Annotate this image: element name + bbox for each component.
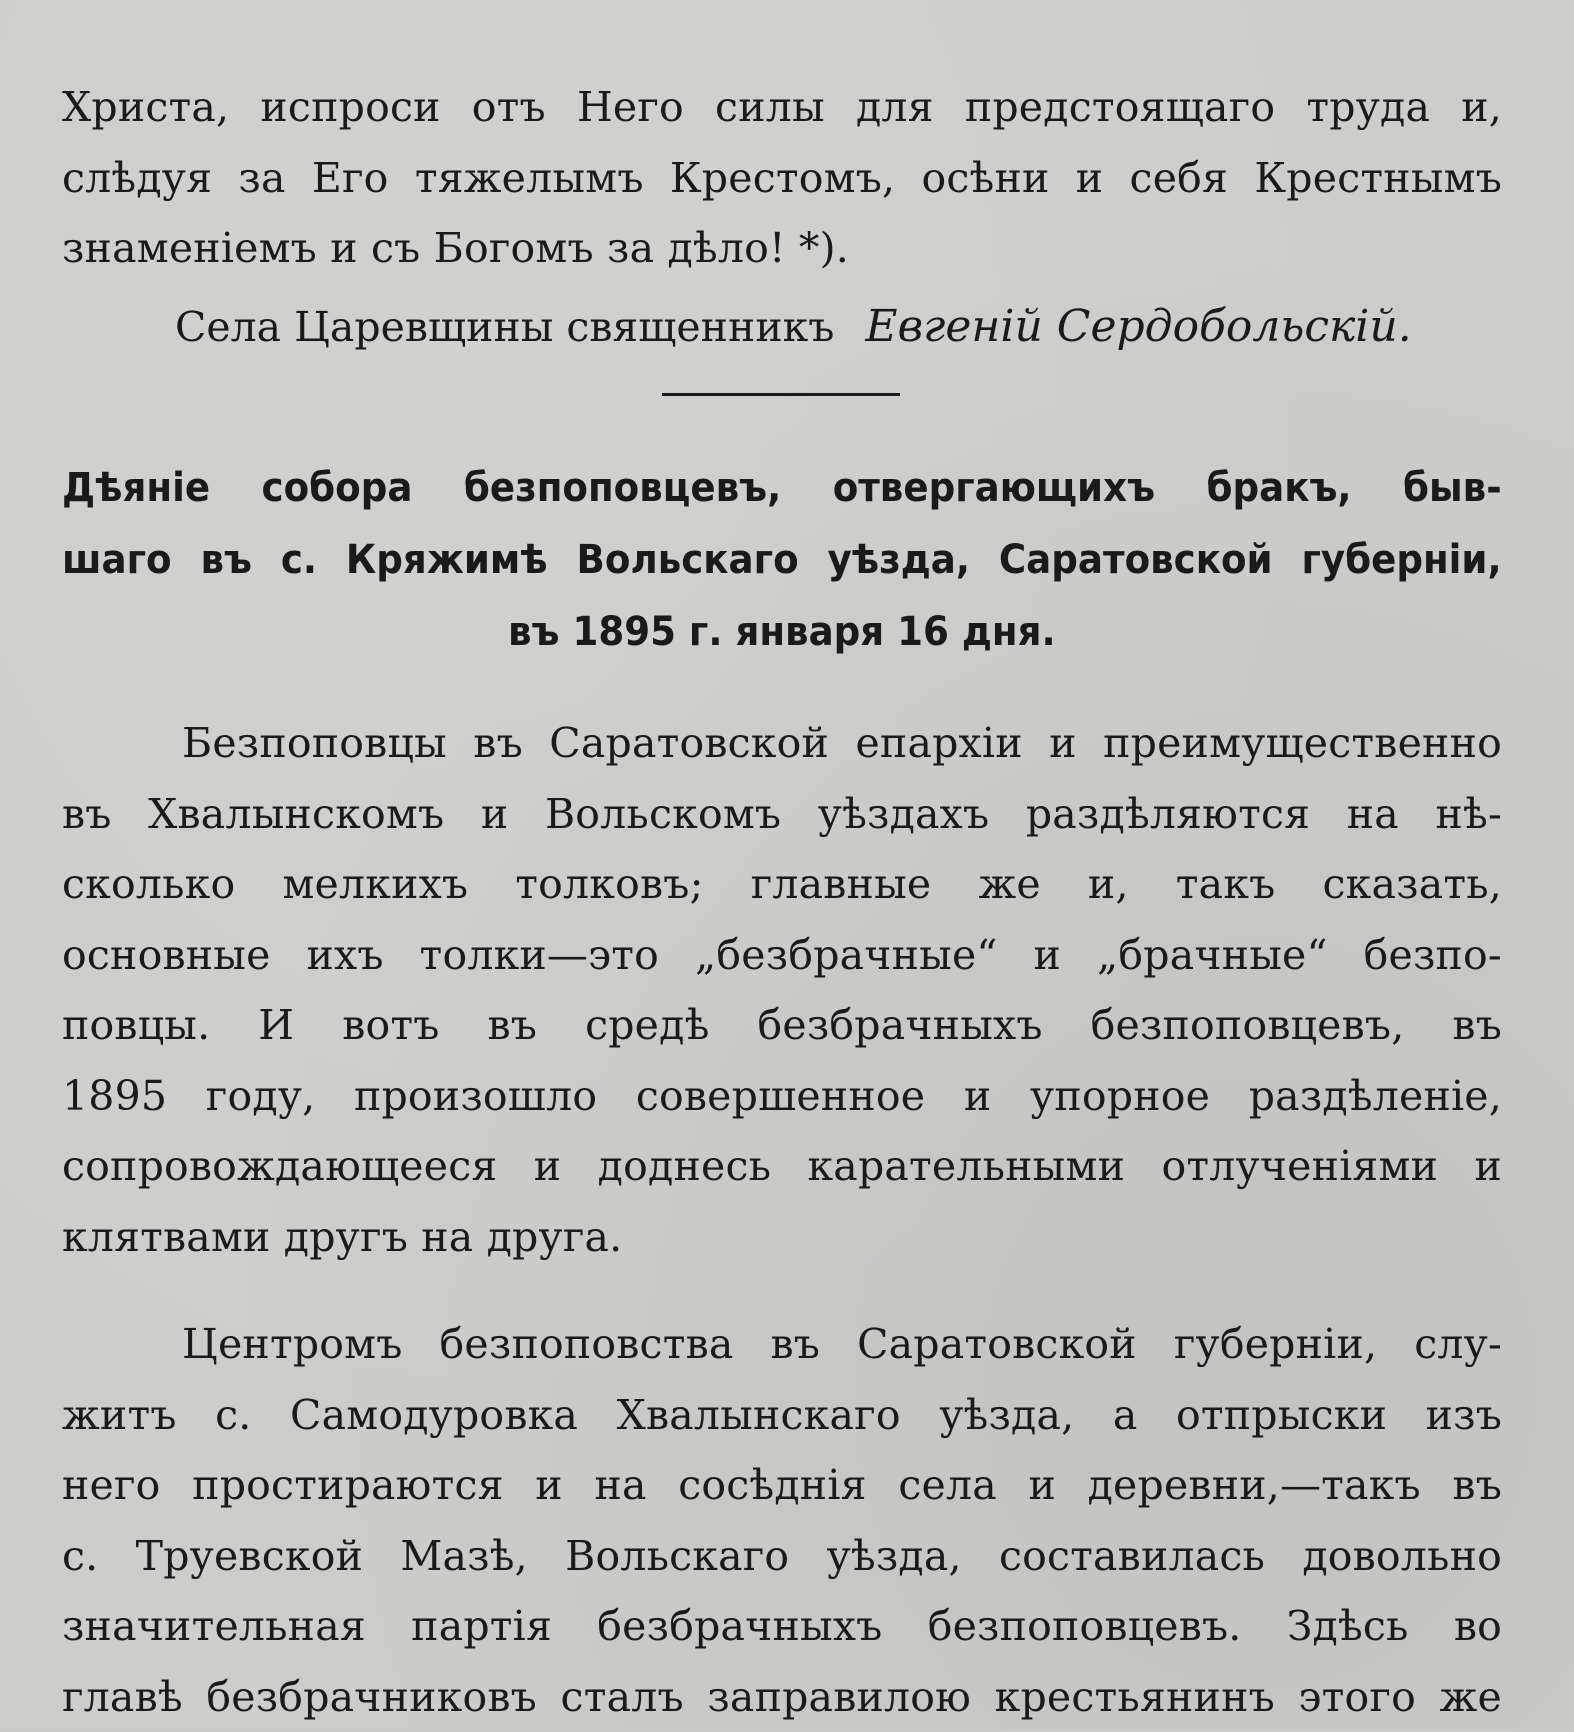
intro-line-1: Христа, испроси отъ Него силы для предстоящаго труда и, [62,72,1502,143]
title-line-1: Дѣяніе собора безпоповцевъ, отвергающихъ бракъ, быв- [62,452,1502,524]
title-line-2: шаго въ с. Кряжимѣ Вольскаго уѣзда, Саратовской губерніи, [62,524,1502,596]
paragraph-1 [62,708,1502,1272]
signature [175,292,1412,362]
para1-line-2: въ Хвалынскомъ и Вольскомъ уѣздахъ раздѣляются на нѣ- [62,779,1502,850]
intro-line-3: знаменіемъ и съ Богомъ за дѣло! *). [62,213,1502,284]
para1-line-4: основные ихъ толки—это „безбрачные“ и „брачные“ безпо- [62,920,1502,991]
para2-line-2: житъ с. Самодуровка Хвалынскаго уѣзда, а отпрыски изъ [62,1380,1502,1451]
signature-author: Евгеній Сердобольскій. [865,301,1411,352]
signature-prefix: Села Царевщины священникъ [175,303,834,351]
para1-line-1: Безпоповцы въ Саратовской епархіи и преимущественно [62,708,1502,779]
para1-line-8: клятвами другъ на друга. [62,1202,1502,1273]
section-divider [662,393,900,396]
title-line-3: въ 1895 г. января 16 дня. [62,596,1502,668]
para2-line-4: с. Труевской Мазѣ, Вольскаго уѣзда, составилась довольно [62,1521,1502,1592]
para2-line-1: Центромъ безпоповства въ Саратовской губерніи, слу- [62,1309,1502,1380]
para1-line-5: повцы. И вотъ въ средѣ безбрачныхъ безпоповцевъ, въ [62,990,1502,1061]
para2-line-5: значительная партія безбрачныхъ безпоповцевъ. Здѣсь во [62,1591,1502,1662]
intro-paragraph [62,72,1502,284]
para1-line-6: 1895 году, произошло совершенное и упорное раздѣленіе, [62,1061,1502,1132]
para1-line-7: сопровождающееся и доднесь карательными отлученіями и [62,1131,1502,1202]
para2-line-3: него простираются и на сосѣднія села и деревни,—такъ въ [62,1450,1502,1521]
para1-line-3: сколько мелкихъ толковъ; главные же и, такъ сказать, [62,849,1502,920]
intro-line-2: слѣдуя за Его тяжелымъ Крестомъ, осѣни и себя Крестнымъ [62,143,1502,214]
para2-line-6: главѣ безбрачниковъ сталъ заправилою крестьянинъ этого же [62,1662,1502,1732]
article-title [62,452,1502,668]
paragraph-2 [62,1309,1502,1732]
